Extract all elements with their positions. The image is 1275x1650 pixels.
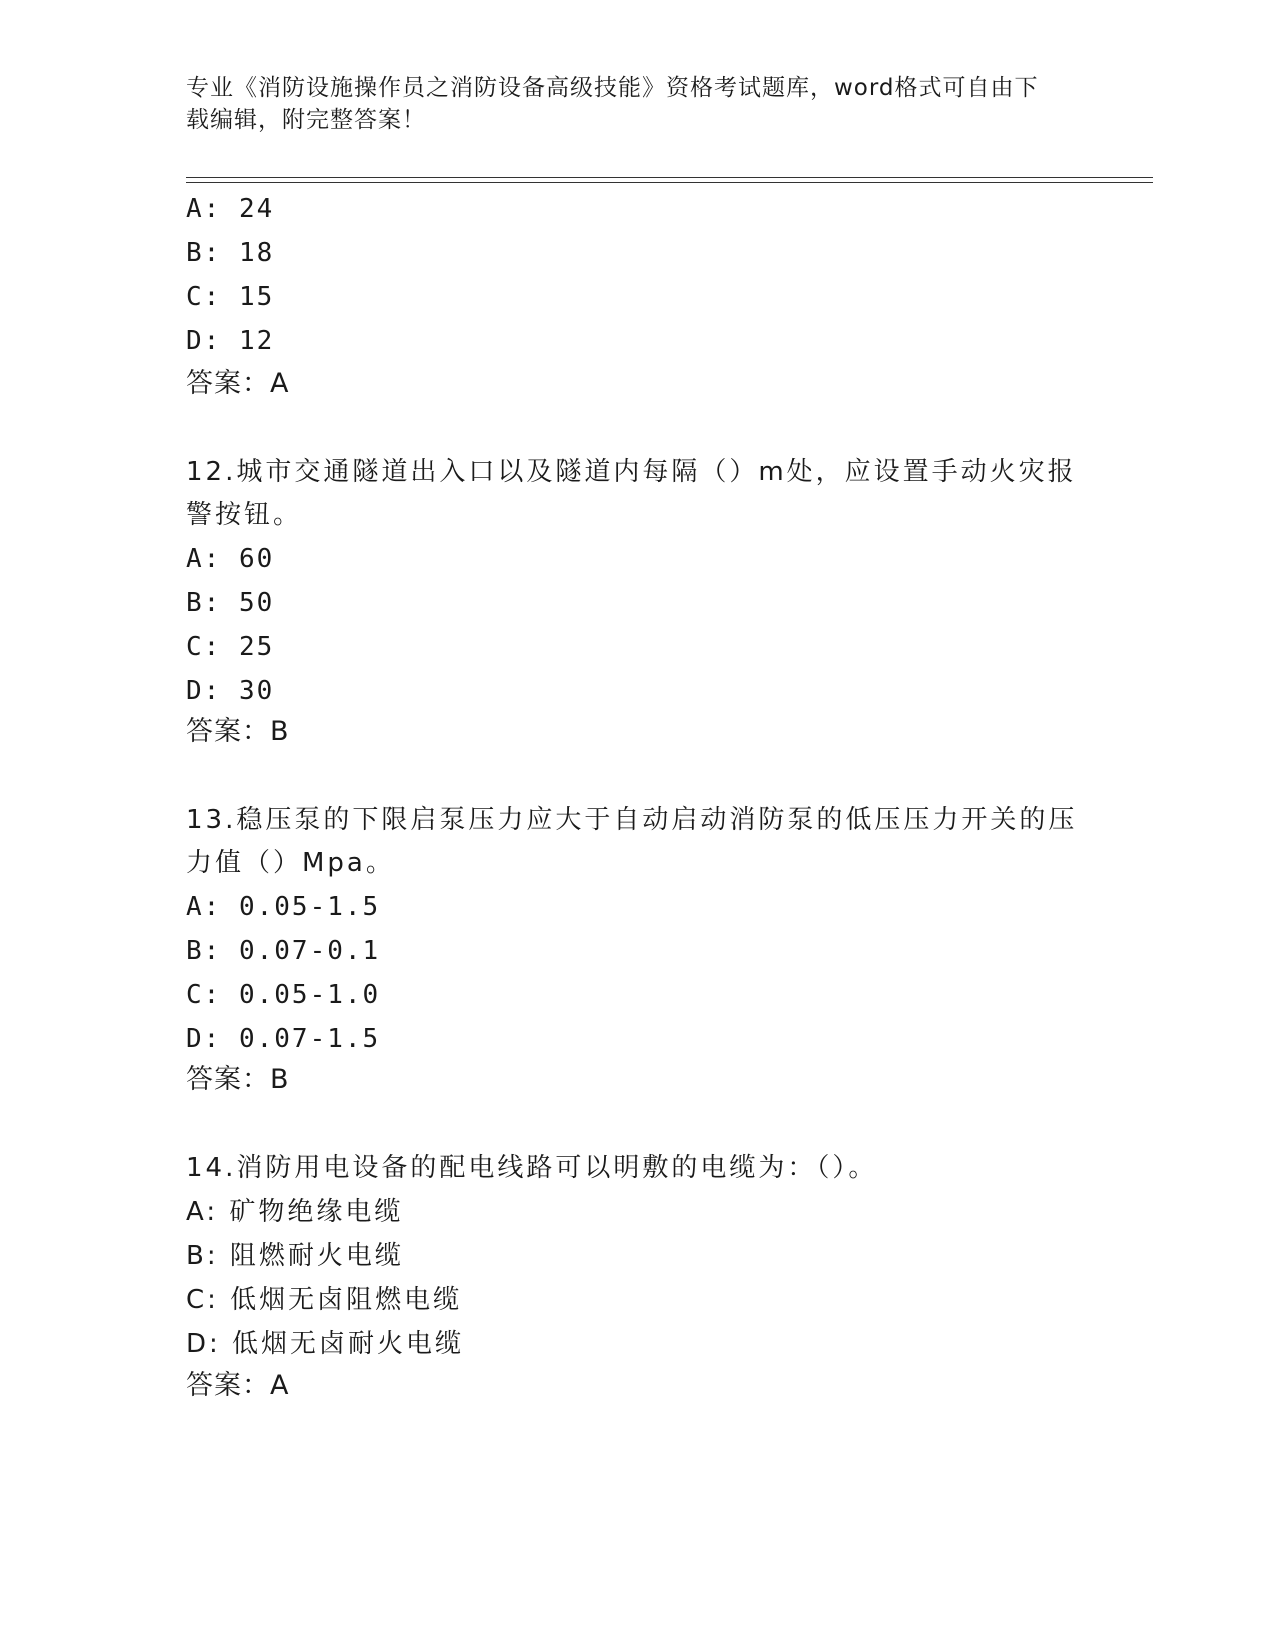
q11-option-a: A: 24 (186, 194, 275, 224)
header-divider-bottom (186, 182, 1153, 183)
q11-option-b: B: 18 (186, 238, 275, 268)
q14-option-a: A: 矿物绝缘电缆 (186, 1197, 404, 1227)
q13-option-c: C: 0.05-1.0 (186, 980, 381, 1010)
q13-stem-line-1: 13.稳压泵的下限启泵压力应大于自动启动消防泵的低压压力开关的压 (186, 805, 1078, 835)
q14-option-b: B: 阻燃耐火电缆 (186, 1241, 404, 1271)
document-header (186, 72, 1066, 136)
q13-stem-line-2: 力值（）Mpa。 (186, 848, 395, 878)
q12-option-a: A: 60 (186, 544, 275, 574)
q11-option-d: D: 12 (186, 326, 275, 356)
q12-answer: 答案：B (186, 716, 290, 747)
q12-stem-line-1: 12.城市交通隧道出入口以及隧道内每隔（）m处，应设置手动火灾报 (186, 457, 1077, 487)
header-line-2: 载编辑，附完整答案！ (186, 107, 426, 133)
q12-stem-line-2: 警按钮。 (186, 500, 303, 530)
q13-option-d: D: 0.07-1.5 (186, 1024, 381, 1054)
q14-option-c: C: 低烟无卤阻燃电缆 (186, 1285, 463, 1315)
q14-option-d: D: 低烟无卤耐火电缆 (186, 1329, 465, 1359)
q12-option-c: C: 25 (186, 632, 275, 662)
q12-option-d: D: 30 (186, 676, 275, 706)
header-divider-top (186, 177, 1153, 178)
header-line-1: 专业《消防设施操作员之消防设备高级技能》资格考试题库，word格式可自由下 (186, 75, 1039, 101)
q14-answer: 答案：A (186, 1370, 290, 1401)
q13-option-b: B: 0.07-0.1 (186, 936, 381, 966)
q11-option-c: C: 15 (186, 282, 275, 312)
q14-stem: 14.消防用电设备的配电线路可以明敷的电缆为：（）。 (186, 1153, 878, 1183)
q11-answer: 答案：A (186, 368, 290, 399)
q12-option-b: B: 50 (186, 588, 275, 618)
q13-option-a: A: 0.05-1.5 (186, 892, 381, 922)
q13-answer: 答案：B (186, 1064, 290, 1095)
